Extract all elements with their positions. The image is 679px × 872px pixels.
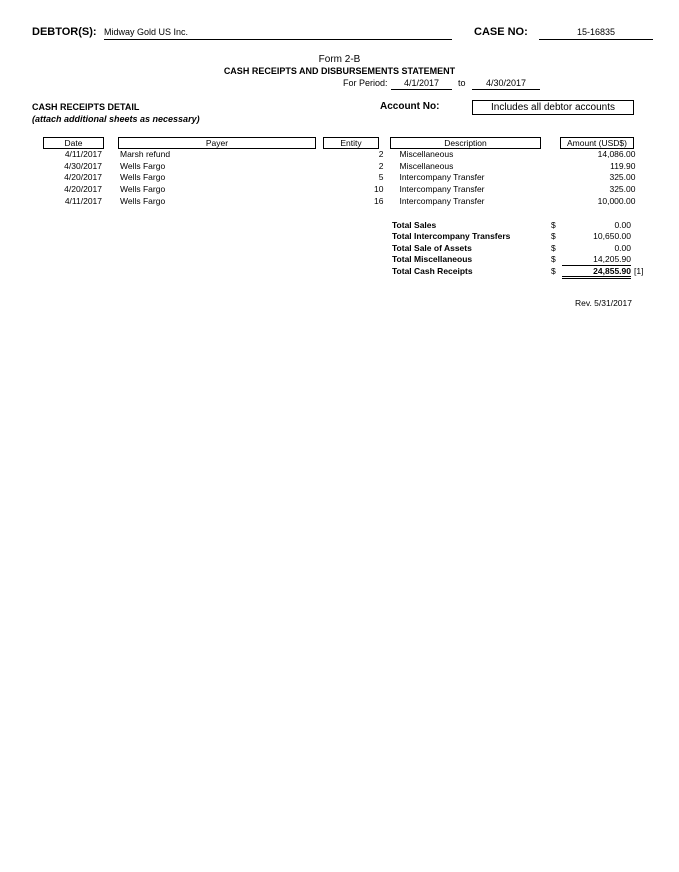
- column-header-amount: Amount (USD$): [560, 137, 634, 149]
- row-description: Miscellaneous: [399, 160, 454, 171]
- row-amount: 325.00: [609, 184, 636, 195]
- case-number: 15-16835: [539, 27, 653, 40]
- period-start: 4/1/2017: [391, 78, 452, 90]
- row-date: 4/30/2017: [64, 160, 102, 171]
- total-misc-label: Total Miscellaneous: [392, 254, 473, 264]
- period-to: to: [458, 78, 466, 88]
- total-sale-assets-label: Total Sale of Assets: [392, 243, 472, 253]
- table-row: [0, 149, 635, 161]
- total-sale-assets-currency: $: [551, 243, 556, 253]
- debtor-label: DEBTOR(S):: [32, 26, 97, 38]
- total-intercompany-label: Total Intercompany Transfers: [392, 231, 511, 241]
- column-header-payer: Payer: [118, 137, 316, 149]
- receipts-table: [0, 149, 635, 208]
- account-value: Includes all debtor accounts: [472, 100, 634, 115]
- table-row: [0, 184, 635, 196]
- period-label: For Period:: [343, 78, 388, 88]
- case-label: CASE NO:: [474, 26, 528, 38]
- row-description: Intercompany Transfer: [399, 172, 485, 183]
- row-payer: Wells Fargo: [120, 172, 166, 183]
- row-entity: 16: [374, 195, 384, 206]
- table-row: [0, 161, 635, 173]
- row-payer: Wells Fargo: [120, 195, 166, 206]
- row-amount: 14,086.00: [597, 149, 636, 159]
- form-title: CASH RECEIPTS AND DISBURSEMENTS STATEMENT: [223, 66, 456, 76]
- total-sales-label: Total Sales: [392, 220, 437, 230]
- period-end: 4/30/2017: [472, 78, 540, 90]
- row-payer: Wells Fargo: [120, 160, 166, 171]
- total-sale-assets-amount: 0.00: [614, 243, 631, 253]
- table-row: [0, 196, 635, 208]
- row-entity: 10: [374, 184, 384, 195]
- column-header-date: Date: [43, 137, 104, 149]
- column-header-description: Description: [390, 137, 541, 149]
- row-amount: 119.90: [610, 160, 636, 171]
- row-payer: Marsh refund: [120, 149, 171, 159]
- table-row: [0, 172, 635, 184]
- column-header-entity: Entity: [323, 137, 379, 149]
- row-entity: 2: [378, 160, 384, 171]
- total-cash-receipts-amount: 24,855.90: [562, 266, 631, 279]
- row-description: Miscellaneous: [399, 149, 454, 159]
- row-date: 4/20/2017: [64, 172, 102, 183]
- row-entity: 2: [378, 149, 384, 159]
- row-entity: 5: [378, 172, 384, 183]
- row-date: 4/20/2017: [64, 184, 102, 195]
- form-number: Form 2-B: [318, 54, 361, 65]
- total-intercompany-currency: $: [551, 231, 556, 241]
- section-title: CASH RECEIPTS DETAIL: [32, 102, 140, 112]
- account-label: Account No:: [380, 101, 440, 112]
- total-cash-receipts-footnote: [1]: [634, 266, 644, 276]
- total-cash-receipts-currency: $: [551, 266, 556, 276]
- section-subtitle: (attach additional sheets as necessary): [32, 114, 200, 124]
- total-misc-currency: $: [551, 254, 556, 264]
- total-misc-amount: 14,205.90: [562, 254, 631, 266]
- row-amount: 325.00: [609, 172, 636, 183]
- revision-date: Rev. 5/31/2017: [574, 298, 632, 308]
- row-description: Intercompany Transfer: [399, 184, 485, 195]
- row-date: 4/11/2017: [64, 195, 102, 206]
- total-sales-amount: 0.00: [614, 220, 631, 230]
- row-amount: 10,000.00: [597, 195, 636, 206]
- total-cash-receipts-label: Total Cash Receipts: [392, 266, 473, 276]
- row-payer: Wells Fargo: [120, 184, 166, 195]
- debtor-name: Midway Gold US Inc.: [104, 27, 452, 40]
- total-intercompany-amount: 10,650.00: [593, 231, 631, 241]
- row-date: 4/11/2017: [64, 149, 102, 159]
- total-sales-currency: $: [551, 220, 556, 230]
- row-description: Intercompany Transfer: [399, 195, 485, 206]
